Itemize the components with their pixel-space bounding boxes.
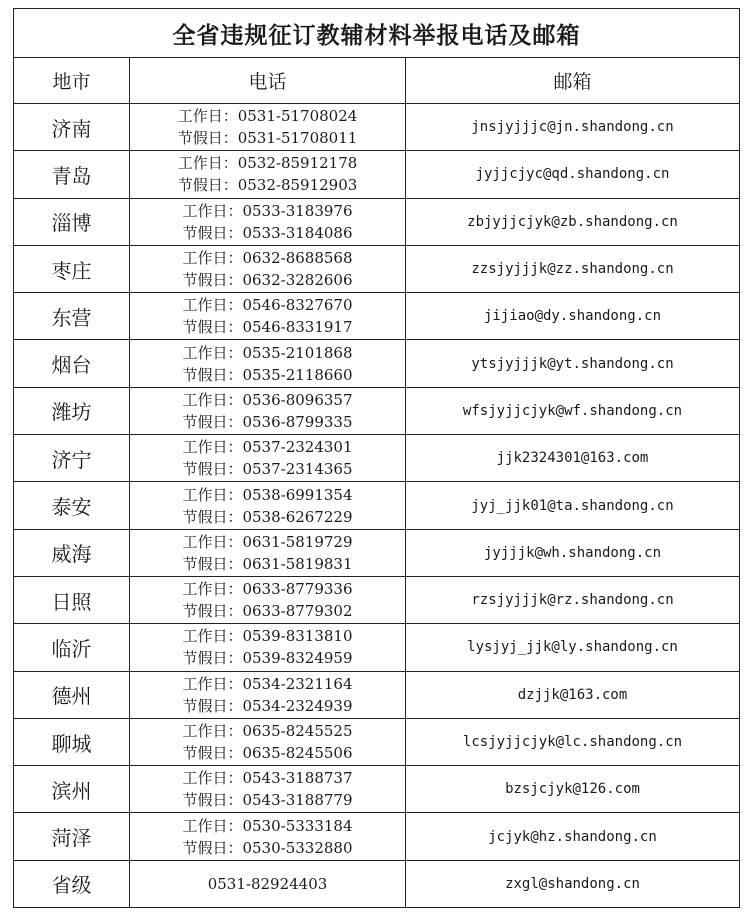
work-phone: 工作日：0546-8327670 xyxy=(182,296,353,315)
phone-cell xyxy=(130,151,406,198)
holiday-phone: 节假日：0538-6267229 xyxy=(182,507,353,526)
city-cell: 省级 xyxy=(14,860,130,907)
holiday-phone: 节假日：0631-5819831 xyxy=(182,554,353,573)
work-phone: 工作日：0538-6991354 xyxy=(182,485,353,504)
email-cell: zzsjyjjjk@zz.shandong.cn xyxy=(406,245,740,292)
work-phone: 工作日：0632-8688568 xyxy=(182,249,353,268)
holiday-phone: 节假日：0537-2314365 xyxy=(182,460,353,479)
province-row xyxy=(14,860,740,907)
phone-cell xyxy=(130,482,406,529)
phone-cell xyxy=(130,198,406,245)
email-cell: wfsjyjjcjyk@wf.shandong.cn xyxy=(406,387,740,434)
email-cell: ytsjyjjjk@yt.shandong.cn xyxy=(406,340,740,387)
table-row xyxy=(14,482,740,529)
work-phone: 工作日：0631-5819729 xyxy=(182,532,353,551)
table-row xyxy=(14,718,740,765)
holiday-phone: 节假日：0536-8799335 xyxy=(182,412,353,431)
email-cell: rzsjyjjjk@rz.shandong.cn xyxy=(406,576,740,623)
phone-cell xyxy=(130,766,406,813)
holiday-phone: 节假日：0535-2118660 xyxy=(182,365,353,384)
table-row xyxy=(14,293,740,340)
city-cell: 潍坊 xyxy=(14,387,130,434)
city-cell: 烟台 xyxy=(14,340,130,387)
table-row xyxy=(14,151,740,198)
holiday-phone: 节假日：0633-8779302 xyxy=(182,602,353,621)
phone-cell xyxy=(130,576,406,623)
table-row xyxy=(14,576,740,623)
work-phone: 工作日：0539-8313810 xyxy=(182,627,353,646)
table-row xyxy=(14,624,740,671)
table-row xyxy=(14,198,740,245)
holiday-phone: 节假日：0533-3184086 xyxy=(182,223,353,242)
phone-cell xyxy=(130,340,406,387)
city-cell: 泰安 xyxy=(14,482,130,529)
table-row xyxy=(14,529,740,576)
city-cell: 聊城 xyxy=(14,718,130,765)
report-contact-table xyxy=(13,8,740,908)
city-cell: 日照 xyxy=(14,576,130,623)
work-phone: 工作日：0536-8096357 xyxy=(182,390,353,409)
email-cell: jnsjyjjjc@jn.shandong.cn xyxy=(406,104,740,151)
phone-cell xyxy=(130,813,406,860)
title-row xyxy=(14,9,740,58)
holiday-phone: 节假日：0635-8245506 xyxy=(182,744,353,762)
work-phone: 工作日：0635-8245525 xyxy=(182,722,353,740)
work-phone: 工作日：0531-51708024 xyxy=(177,107,358,126)
header-row xyxy=(14,58,740,104)
holiday-phone: 节假日：0530-5332880 xyxy=(182,838,353,857)
email-cell: zxgl@shandong.cn xyxy=(406,860,740,907)
email-cell: jjk2324301@163.com xyxy=(406,435,740,482)
phone-cell xyxy=(130,104,406,151)
holiday-phone: 节假日：0531-51708011 xyxy=(177,129,358,148)
holiday-phone: 节假日：0543-3188779 xyxy=(182,791,353,810)
holiday-phone: 节假日：0546-8331917 xyxy=(182,318,353,337)
city-cell: 济南 xyxy=(14,104,130,151)
work-phone: 工作日：0534-2321164 xyxy=(182,674,353,693)
work-phone: 工作日：0532-85912178 xyxy=(177,154,358,173)
email-cell: jyjjcjyc@qd.shandong.cn xyxy=(406,151,740,198)
email-cell: lcsjyjjcjyk@lc.shandong.cn xyxy=(406,718,740,765)
table-title: 全省违规征订教辅材料举报电话及邮箱 xyxy=(14,9,740,58)
table-row xyxy=(14,387,740,434)
table-row xyxy=(14,340,740,387)
work-phone: 工作日：0633-8779336 xyxy=(182,580,353,599)
holiday-phone: 节假日：0632-3282606 xyxy=(182,271,353,290)
phone-cell xyxy=(130,624,406,671)
table-row xyxy=(14,813,740,860)
holiday-phone: 节假日：0532-85912903 xyxy=(177,176,358,195)
work-phone: 工作日：0537-2324301 xyxy=(182,438,353,457)
city-cell: 德州 xyxy=(14,671,130,718)
email-cell: jcjyk@hz.shandong.cn xyxy=(406,813,740,860)
city-cell: 威海 xyxy=(14,529,130,576)
city-cell: 淄博 xyxy=(14,198,130,245)
email-cell: lysjyj_jjk@ly.shandong.cn xyxy=(406,624,740,671)
email-cell: bzsjcjyk@126.com xyxy=(406,766,740,813)
header-email: 邮箱 xyxy=(406,58,740,104)
table-row xyxy=(14,766,740,813)
table-row xyxy=(14,104,740,151)
email-cell: jyj_jjk01@ta.shandong.cn xyxy=(406,482,740,529)
phone-cell xyxy=(130,245,406,292)
city-cell: 枣庄 xyxy=(14,245,130,292)
city-cell: 滨州 xyxy=(14,766,130,813)
work-phone: 工作日：0533-3183976 xyxy=(182,201,353,220)
city-cell: 济宁 xyxy=(14,435,130,482)
email-cell: zbjyjjcjyk@zb.shandong.cn xyxy=(406,198,740,245)
header-phone: 电话 xyxy=(130,58,406,104)
email-cell: dzjjk@163.com xyxy=(406,671,740,718)
phone-cell xyxy=(130,718,406,765)
phone-cell xyxy=(130,435,406,482)
work-phone: 工作日：0530-5333184 xyxy=(182,816,353,835)
table-row xyxy=(14,671,740,718)
city-cell: 菏泽 xyxy=(14,813,130,860)
email-cell: jyjjjk@wh.shandong.cn xyxy=(406,529,740,576)
holiday-phone: 节假日：0539-8324959 xyxy=(182,649,353,668)
phone-cell xyxy=(130,293,406,340)
table-row xyxy=(14,245,740,292)
work-phone: 工作日：0535-2101868 xyxy=(182,343,353,362)
table-row xyxy=(14,435,740,482)
work-phone: 工作日：0543-3188737 xyxy=(182,769,353,788)
phone-cell xyxy=(130,387,406,434)
email-cell: jijiao@dy.shandong.cn xyxy=(406,293,740,340)
city-cell: 东营 xyxy=(14,293,130,340)
city-cell: 临沂 xyxy=(14,624,130,671)
header-city: 地市 xyxy=(14,58,130,104)
phone-cell: 0531-82924403 xyxy=(130,860,406,907)
holiday-phone: 节假日：0534-2324939 xyxy=(182,696,353,715)
city-cell: 青岛 xyxy=(14,151,130,198)
phone-cell xyxy=(130,671,406,718)
phone-cell xyxy=(130,529,406,576)
